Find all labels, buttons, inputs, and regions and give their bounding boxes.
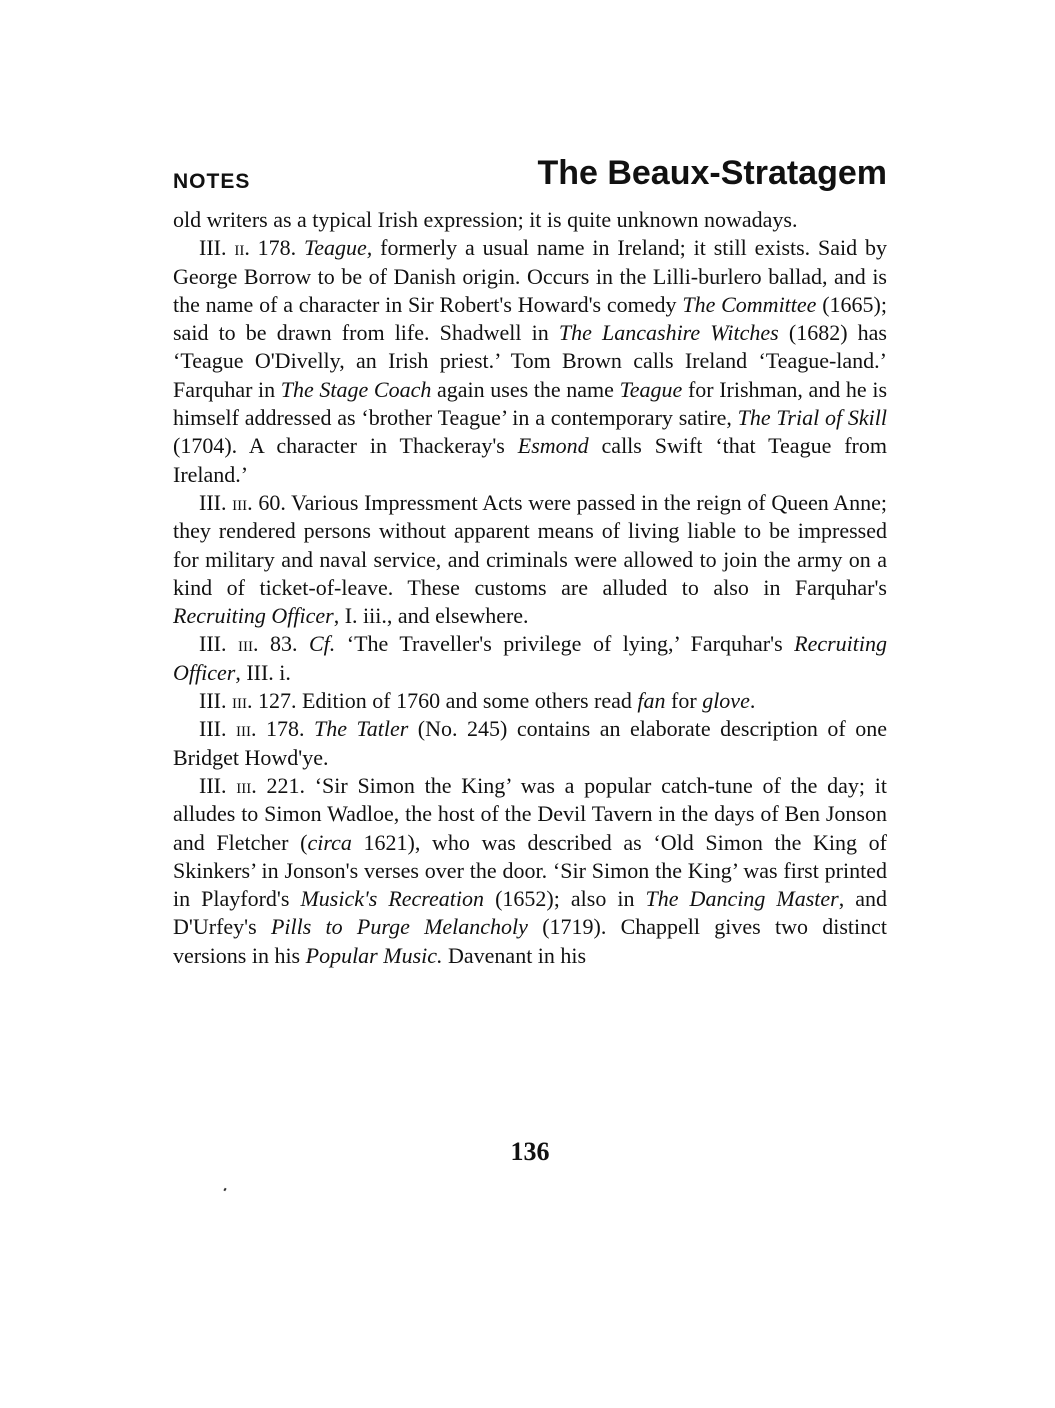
text-segment: The Tatler (314, 716, 409, 742)
text-segment: The Lancashire Witches (558, 320, 779, 346)
note-paragraph (173, 630, 887, 687)
note-paragraph (173, 687, 887, 715)
text-segment: Various Impressment Acts were passed in the reign of Queen Anne; they rendered persons without apparent means of living liable to be impressed for military and naval service, and criminals were allowed to join the army on a kind of ticket-of-leave. These customs are alluded to also in Farquhar's (173, 489, 888, 600)
text-segment: . (749, 688, 756, 714)
text-segment (305, 716, 315, 741)
text-segment: circa (307, 829, 352, 855)
text-segment: Davenant in his (442, 942, 587, 968)
line-reference: III. iii. 60. (199, 489, 286, 515)
line-reference: III. iii. 83. (199, 631, 298, 657)
text-segment: 1621), who was described as ‘Old Simon the King of Skinkers’ in Jonson's verses over the door. ‘Sir Simon the King’ was first printed in Playford's (173, 829, 888, 912)
book-title: The Beaux-Stratagem (537, 154, 887, 192)
note-paragraph (173, 206, 887, 234)
text-segment: The Stage Coach (280, 376, 432, 402)
text-segment: , I. iii., and elsewhere. (333, 603, 529, 629)
text-segment: The Committee (682, 291, 817, 317)
text-segment: (1704). A character in Thackeray's (173, 433, 518, 459)
text-segment: Popular Music. (305, 942, 443, 968)
text-segment: (1652); also in (484, 886, 646, 912)
note-paragraph (173, 772, 887, 970)
text-segment: for Irishman, and he is himself addressed as ‘brother Teague’ in a contemporary satire, (173, 376, 888, 431)
text-segment: ‘The Traveller's privilege of lying,’ Farquhar's (335, 631, 795, 657)
text-segment: Recruiting Officer (173, 631, 888, 685)
page-number: 136 (510, 1137, 550, 1166)
text-segment: old writers as a typical Irish expression; it is quite unknown nowadays. (173, 207, 798, 232)
text-segment: formerly a usual name in Ireland; it still exists. Said by George Borrow to be of Danish origin. Occurs in the Lilli-burlero ballad, and is the name of a character in Sir Robert's Howard's comedy (173, 235, 888, 317)
text-segment: for (665, 688, 703, 714)
scan-speck (223, 1188, 226, 1192)
text-segment: (1719). Chappell gives two distinct versions in his (173, 914, 887, 968)
text-segment: ‘Sir Simon the King’ was a popular catch-tune of the day; it alludes to Simon Wadloe, the host of the Devil Tavern in the days of Ben Jonson and Fletcher ( (173, 772, 887, 855)
text-segment: (1665); said to be drawn from life. Shadwell in (173, 291, 887, 346)
text-segment: The Trial of Skill (737, 405, 887, 431)
text-segment: (No. 245) contains an elaborate description of one Bridget Howd'ye. (173, 716, 887, 770)
text-segment: Esmond (517, 433, 589, 459)
text-segment: Cf. (308, 631, 336, 657)
note-paragraph (173, 715, 887, 772)
text-segment: , and D'Urfey's (173, 886, 888, 940)
text-segment: (1682) has ‘Teague O'Divelly, an Irish priest.’ Tom Brown calls Ireland ‘Teague-land.’ Farquhar in (173, 320, 887, 402)
text-segment: Musick's Recreation (300, 886, 485, 912)
text-segment (297, 631, 309, 656)
text-segment: Pills to Purge Melancholy (270, 914, 528, 940)
note-paragraph (173, 489, 887, 630)
section-label: NOTES (173, 170, 251, 193)
text-segment: calls Swift ‘that Teague from Ireland.’ (173, 433, 887, 487)
text-segment: fan (637, 688, 666, 714)
line-reference: III. iii. 221. (199, 772, 305, 798)
note-paragraph (173, 234, 887, 489)
running-header (173, 150, 887, 206)
text-segment: glove (702, 688, 750, 714)
text-segment: again uses the name (431, 376, 620, 402)
text-segment: Teague, (304, 235, 373, 261)
text-segment: Teague (619, 376, 683, 402)
notes-body (173, 206, 887, 970)
book-page (173, 150, 888, 1166)
line-reference: III. iii. 127. (199, 688, 297, 714)
text-segment: The Dancing Master (645, 886, 839, 912)
line-reference: III. iii. 178. (199, 716, 305, 742)
text-segment: Recruiting Officer (173, 603, 334, 629)
text-segment: Edition of 1760 and some others read (296, 688, 638, 714)
line-reference: III. ii. 178. (199, 235, 297, 261)
text-segment: , III. i. (235, 659, 291, 685)
